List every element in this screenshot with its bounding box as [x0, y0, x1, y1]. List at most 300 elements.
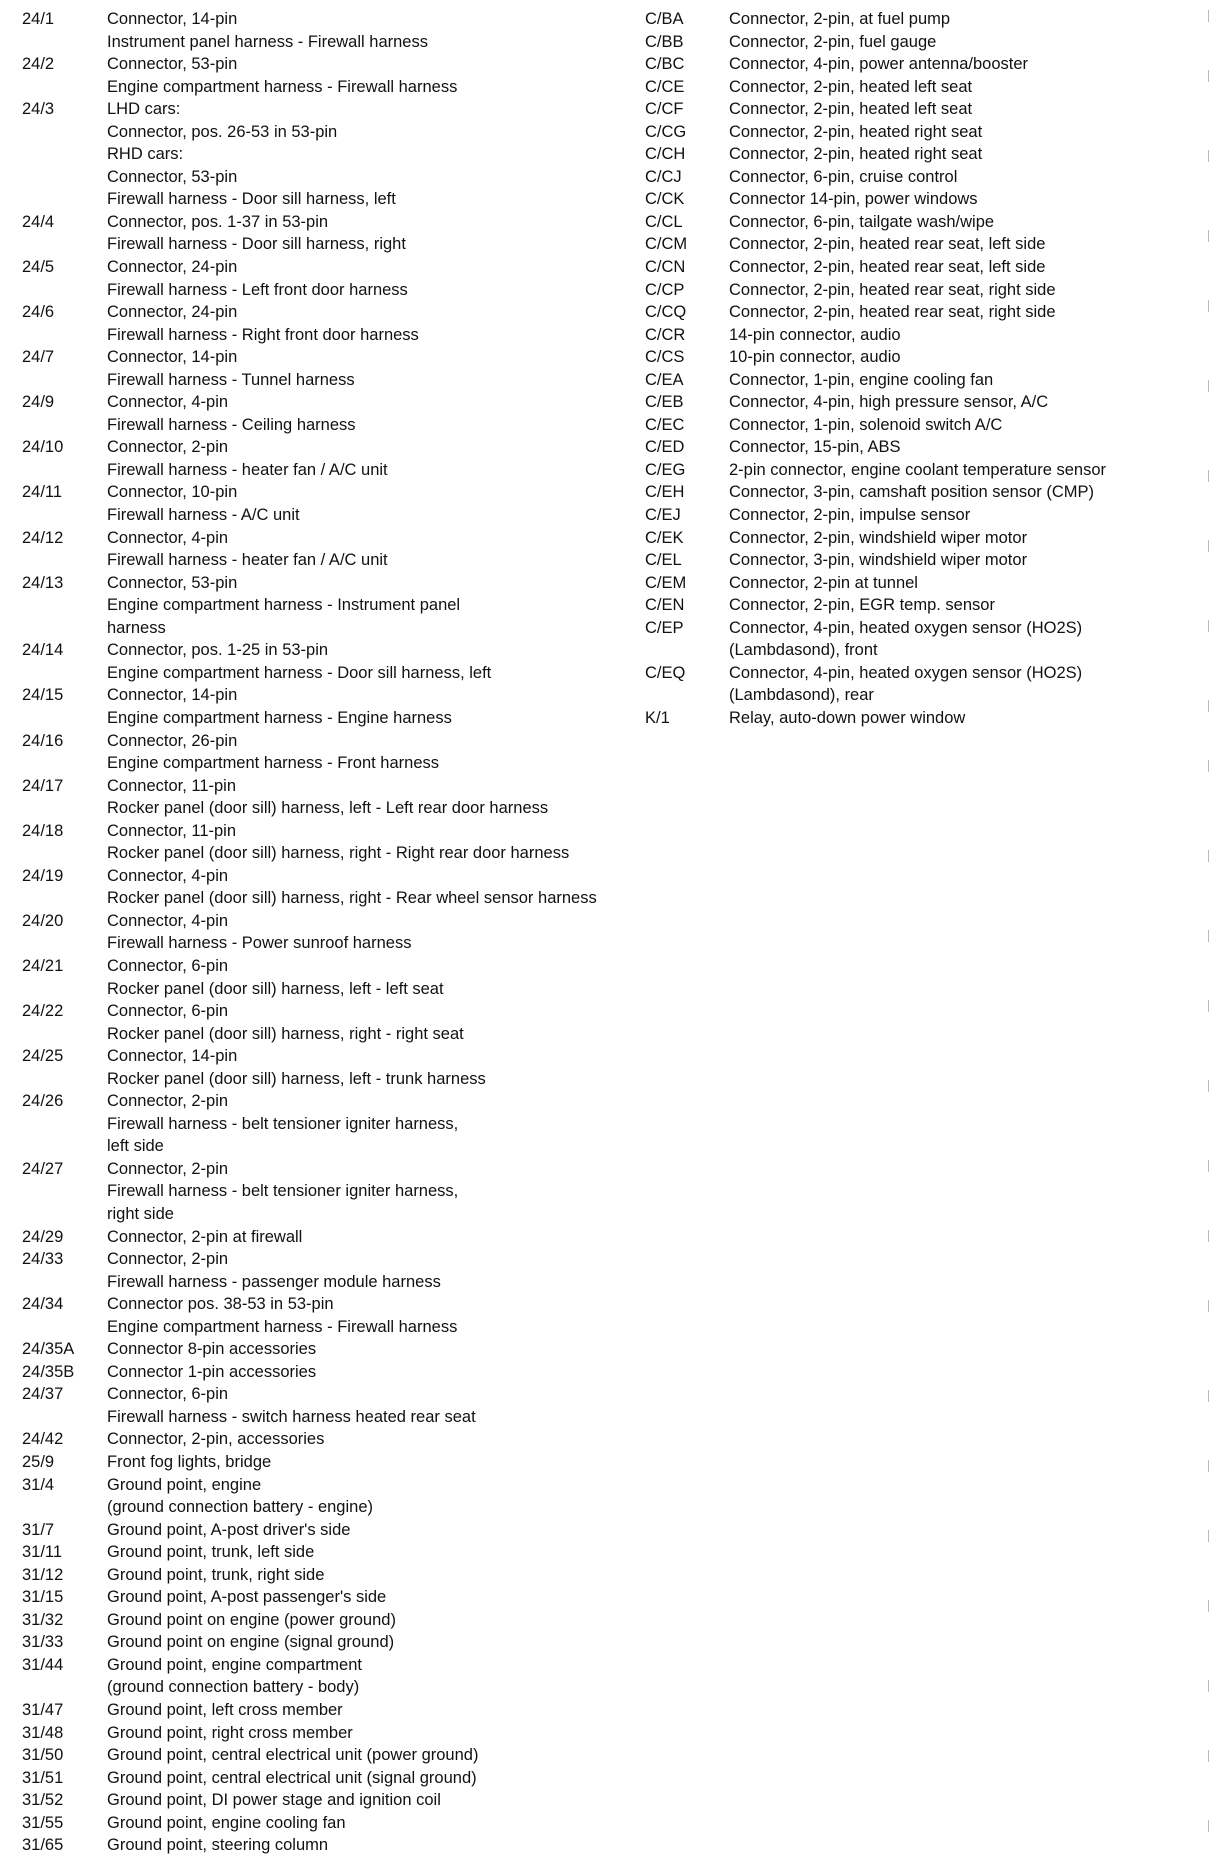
component-entry [22, 436, 742, 481]
component-code: 24/29 [22, 1227, 64, 1246]
component-entry [22, 1834, 742, 1857]
description-line: LHD cars: [107, 100, 181, 119]
description-line: Ground point, left cross member [107, 1701, 343, 1720]
description-line: left side [107, 1137, 164, 1156]
component-code: 24/33 [22, 1250, 64, 1269]
description-line: Ground point, engine [107, 1475, 262, 1494]
component-entry [22, 527, 742, 572]
scan-mark [1208, 70, 1209, 82]
component-entry [645, 166, 1205, 189]
description-line: Rocker panel (door sill) harness, right - Rear wheel sensor harness [107, 889, 597, 908]
description-line: Connector, 2-pin, impulse sensor [729, 506, 971, 525]
component-description [107, 1338, 742, 1361]
component-entry [645, 436, 1205, 459]
component-entry [22, 1631, 742, 1654]
component-entry [22, 1451, 742, 1474]
scan-mark [1208, 1230, 1209, 1242]
description-line: Connector pos. 38-53 in 53-pin [107, 1295, 334, 1314]
description-line: Connector, 4-pin [107, 393, 229, 412]
component-code: 24/2 [22, 55, 55, 74]
description-line: Connector 14-pin, power windows [729, 190, 978, 209]
component-description [729, 211, 1205, 234]
description-line: Connector, 26-pin [107, 731, 238, 750]
description-line: Connector, 53-pin [107, 573, 238, 592]
description-line: Ground point, central electrical unit (signal ground) [107, 1768, 477, 1787]
component-entry [22, 1158, 742, 1226]
description-line: Firewall harness - Door sill harness, left [107, 190, 396, 209]
component-description [107, 1564, 742, 1587]
component-entry [22, 730, 742, 775]
component-entry [22, 8, 742, 53]
component-description [107, 1361, 742, 1384]
component-description [107, 1293, 742, 1338]
component-description [107, 1767, 742, 1790]
component-description [107, 775, 742, 820]
component-code: C/ED [645, 438, 685, 457]
component-description [107, 1045, 742, 1090]
component-description [729, 572, 1205, 595]
scan-mark [1208, 700, 1209, 712]
description-line: Firewall harness - Left front door harness [107, 280, 408, 299]
component-description [729, 279, 1205, 302]
component-description [729, 369, 1205, 392]
component-description [729, 662, 1205, 707]
description-line: Connector 1-pin accessories [107, 1362, 317, 1381]
component-code: C/CF [645, 100, 684, 119]
component-code: 24/10 [22, 438, 64, 457]
description-line: Connector, 10-pin [107, 483, 238, 502]
component-entry [645, 188, 1205, 211]
description-line: Relay, auto-down power window [729, 708, 966, 727]
description-line: 14-pin connector, audio [729, 325, 901, 344]
scan-mark [1208, 1160, 1209, 1172]
description-line: Connector, 14-pin [107, 10, 238, 28]
description-line: Firewall harness - belt tensioner igniter harness, [107, 1114, 459, 1133]
description-line: 10-pin connector, audio [729, 348, 901, 367]
component-code: C/EN [645, 596, 685, 615]
component-code: 31/11 [22, 1543, 63, 1562]
component-code: 24/18 [22, 821, 64, 840]
component-entry [22, 1609, 742, 1632]
component-code: 24/37 [22, 1385, 64, 1404]
component-code: 31/52 [22, 1791, 64, 1810]
component-description [729, 346, 1205, 369]
component-description [729, 53, 1205, 76]
description-line: Connector, 2-pin, EGR temp. sensor [729, 596, 995, 615]
component-entry [22, 98, 742, 211]
description-line: Connector, 1-pin, engine cooling fan [729, 370, 994, 389]
component-description [729, 617, 1205, 662]
component-entry [645, 662, 1205, 707]
component-code: 24/34 [22, 1295, 64, 1314]
component-entry [22, 1789, 742, 1812]
component-entry [645, 324, 1205, 347]
description-line: Firewall harness - heater fan / A/C unit [107, 460, 388, 479]
component-entry [22, 211, 742, 256]
scan-mark [1208, 1820, 1209, 1832]
description-line: Connector, 2-pin, heated right seat [729, 145, 983, 164]
component-code: 24/14 [22, 641, 64, 660]
component-description [729, 76, 1205, 99]
description-line: Connector, 2-pin [107, 1092, 229, 1111]
component-entry [645, 414, 1205, 437]
description-line: Connector, 6-pin, tailgate wash/wipe [729, 212, 995, 231]
scan-mark [1208, 760, 1209, 772]
description-line: Firewall harness - Ceiling harness [107, 415, 356, 434]
component-description [107, 1834, 742, 1857]
scan-mark [1208, 470, 1209, 482]
description-line: (ground connection battery - engine) [107, 1498, 373, 1517]
component-code: C/CM [645, 235, 688, 254]
component-code: C/EC [645, 415, 685, 434]
component-entry [645, 527, 1205, 550]
component-code: C/EM [645, 573, 687, 592]
component-description [107, 1428, 742, 1451]
component-description [107, 1586, 742, 1609]
component-description [107, 1158, 742, 1226]
description-line: Rocker panel (door sill) harness, right - Right rear door harness [107, 844, 570, 863]
component-code: 31/50 [22, 1746, 64, 1765]
description-line: Rocker panel (door sill) harness, left - left seat [107, 979, 444, 998]
component-code: 24/35A [22, 1340, 75, 1359]
component-code: 25/9 [22, 1453, 55, 1471]
component-description [107, 1654, 742, 1699]
component-code: C/EJ [645, 506, 681, 525]
scan-mark [1208, 620, 1209, 632]
component-description [107, 1631, 742, 1654]
component-description [729, 391, 1205, 414]
component-description [729, 8, 1205, 31]
component-code: 24/26 [22, 1092, 64, 1111]
component-description [107, 1541, 742, 1564]
component-code: 24/15 [22, 686, 64, 705]
component-entry [22, 775, 742, 820]
component-entry [22, 1090, 742, 1158]
component-code: 24/16 [22, 731, 64, 750]
component-description [107, 1609, 742, 1632]
component-entry [645, 8, 1205, 31]
description-line: Rocker panel (door sill) harness, left - trunk harness [107, 1069, 486, 1088]
component-entry [645, 233, 1205, 256]
component-code: C/CL [645, 212, 683, 231]
component-code: 31/47 [22, 1701, 64, 1720]
description-line: Connector, 3-pin, windshield wiper motor [729, 551, 1028, 570]
component-code: 24/4 [22, 212, 55, 231]
component-description [729, 324, 1205, 347]
component-description [107, 1090, 742, 1158]
component-entry [22, 1586, 742, 1609]
component-code: 24/19 [22, 866, 64, 885]
component-code: 31/15 [22, 1588, 64, 1607]
description-line: (Lambdasond), front [729, 641, 878, 660]
component-description [729, 121, 1205, 144]
description-line: Connector, 53-pin [107, 167, 238, 186]
description-line: Firewall harness - passenger module harness [107, 1272, 441, 1291]
component-entry [22, 1744, 742, 1767]
component-description [107, 910, 742, 955]
scan-mark [1208, 380, 1209, 392]
component-description [729, 459, 1205, 482]
description-line: Connector, pos. 1-25 in 53-pin [107, 641, 329, 660]
description-line: Connector, 6-pin [107, 956, 229, 975]
component-entry [22, 1293, 742, 1338]
description-line: Connector, pos. 1-37 in 53-pin [107, 212, 329, 231]
component-entry [645, 256, 1205, 279]
description-line: Firewall harness - heater fan / A/C unit [107, 551, 388, 570]
component-description [729, 549, 1205, 572]
description-line: Rocker panel (door sill) harness, left - Left rear door harness [107, 799, 549, 818]
description-line: Ground point, A-post driver's side [107, 1520, 351, 1539]
component-entry [22, 1000, 742, 1045]
description-line: Connector, 4-pin, heated oxygen sensor (HO2S) [729, 618, 1083, 637]
component-code: 24/7 [22, 348, 55, 367]
component-entry [22, 1045, 742, 1090]
component-description [729, 143, 1205, 166]
component-entry [645, 481, 1205, 504]
description-line: Connector, 2-pin, heated right seat [729, 122, 983, 141]
description-line: Ground point on engine (power ground) [107, 1610, 396, 1629]
description-line: Connector, 24-pin [107, 303, 238, 322]
component-code: 24/22 [22, 1002, 64, 1021]
description-line: Connector, 2-pin, heated rear seat, left side [729, 258, 1046, 277]
scan-mark [1208, 300, 1209, 312]
component-code: 31/48 [22, 1723, 64, 1742]
component-entry [22, 1428, 742, 1451]
component-code: 24/20 [22, 911, 64, 930]
component-code: 31/51 [22, 1768, 64, 1787]
component-description [729, 527, 1205, 550]
component-entry [645, 572, 1205, 595]
scan-mark [1208, 230, 1209, 242]
component-code: C/EA [645, 370, 684, 389]
description-line: (ground connection battery - body) [107, 1678, 360, 1697]
component-code: 24/21 [22, 956, 64, 975]
component-code: C/BC [645, 55, 685, 74]
component-code: 24/17 [22, 776, 64, 795]
description-line: Firewall harness - A/C unit [107, 506, 300, 525]
component-code: 31/4 [22, 1475, 55, 1494]
component-code: 24/5 [22, 258, 55, 277]
description-line: Connector, 1-pin, solenoid switch A/C [729, 415, 1003, 434]
scan-mark [1208, 930, 1209, 942]
component-code: C/EG [645, 460, 686, 479]
component-code: C/EL [645, 551, 682, 570]
component-entry [22, 572, 742, 640]
component-code: 24/6 [22, 303, 55, 322]
description-line: Connector, 2-pin, heated left seat [729, 77, 973, 96]
component-description [107, 1519, 742, 1542]
component-entry [645, 707, 1205, 730]
description-line: Connector, 4-pin, heated oxygen sensor (HO2S) [729, 663, 1083, 682]
description-line: Connector, 14-pin [107, 1047, 238, 1066]
scan-mark [1208, 850, 1209, 862]
component-description [729, 301, 1205, 324]
component-code: C/CQ [645, 303, 687, 322]
description-line: Front fog lights, bridge [107, 1453, 272, 1471]
component-entry [22, 1654, 742, 1699]
component-code: 24/13 [22, 573, 64, 592]
left-column [22, 8, 742, 1857]
component-entry [645, 549, 1205, 572]
component-code: C/EH [645, 483, 685, 502]
component-code: 24/12 [22, 528, 64, 547]
component-entry [22, 1699, 742, 1722]
description-line: Connector, 2-pin, windshield wiper motor [729, 528, 1028, 547]
component-code: 31/32 [22, 1610, 64, 1629]
scan-mark [1208, 1000, 1209, 1012]
component-entry [22, 684, 742, 729]
component-entry [22, 1338, 742, 1361]
component-code: C/CK [645, 190, 685, 209]
component-entry [645, 594, 1205, 617]
component-description [729, 504, 1205, 527]
component-entry [22, 1474, 742, 1519]
description-line: Connector, 3-pin, camshaft position sensor (CMP) [729, 483, 1094, 502]
scan-mark [1208, 1300, 1209, 1312]
component-code: 24/1 [22, 10, 55, 28]
component-description [729, 594, 1205, 617]
description-line: Connector, 2-pin, accessories [107, 1430, 325, 1449]
description-line: Connector, 4-pin, high pressure sensor, A/C [729, 393, 1049, 412]
description-line: Connector, 2-pin, fuel gauge [729, 32, 937, 51]
description-line: Connector, 2-pin [107, 1159, 229, 1178]
component-code: C/CR [645, 325, 686, 344]
component-description [107, 820, 742, 865]
description-line: Firewall harness - belt tensioner igniter harness, [107, 1182, 459, 1201]
component-description [107, 730, 742, 775]
scan-mark [1208, 1680, 1209, 1692]
description-line: Connector, 2-pin, heated rear seat, left side [729, 235, 1046, 254]
component-code: 24/42 [22, 1430, 64, 1449]
component-description [107, 1248, 742, 1293]
component-code: 24/3 [22, 100, 55, 119]
component-description [107, 1383, 742, 1428]
description-line: Connector, 53-pin [107, 55, 238, 74]
component-code: C/CG [645, 122, 687, 141]
description-line: Ground point, engine cooling fan [107, 1813, 346, 1832]
component-entry [22, 256, 742, 301]
description-line: Connector, 2-pin [107, 1250, 229, 1269]
component-entry [645, 617, 1205, 662]
description-line: Connector, 6-pin, cruise control [729, 167, 958, 186]
component-entry [22, 910, 742, 955]
component-description [107, 1226, 742, 1249]
description-line: Ground point, trunk, left side [107, 1543, 315, 1562]
component-entry [645, 346, 1205, 369]
component-entry [22, 481, 742, 526]
component-code: 31/55 [22, 1813, 64, 1832]
description-line: Firewall harness - Door sill harness, right [107, 235, 406, 254]
description-line: Connector, 15-pin, ABS [729, 438, 901, 457]
component-description [107, 955, 742, 1000]
scan-mark [1208, 1460, 1209, 1472]
component-description [729, 233, 1205, 256]
scan-mark [1208, 150, 1209, 162]
description-line: Engine compartment harness - Firewall harness [107, 77, 458, 96]
component-entry [22, 1812, 742, 1835]
component-code: C/BA [645, 10, 684, 28]
description-line: Connector, pos. 26-53 in 53-pin [107, 122, 338, 141]
description-line: Connector, 2-pin, at fuel pump [729, 10, 951, 28]
description-line: Connector, 4-pin [107, 866, 229, 885]
description-line: Engine compartment harness - Instrument panel [107, 596, 461, 615]
scan-mark [1208, 1080, 1209, 1092]
description-line: right side [107, 1204, 174, 1223]
description-line: Ground point, steering column [107, 1836, 329, 1855]
scan-mark [1208, 1530, 1209, 1542]
component-entry [22, 1361, 742, 1384]
description-line: Firewall harness - Power sunroof harness [107, 934, 412, 953]
component-description [729, 436, 1205, 459]
component-code: 31/65 [22, 1836, 64, 1855]
description-line: Rocker panel (door sill) harness, right - right seat [107, 1024, 464, 1043]
component-entry [645, 31, 1205, 54]
description-line: Connector, 6-pin [107, 1385, 229, 1404]
component-code: 24/35B [22, 1362, 75, 1381]
component-description [107, 865, 742, 910]
component-entry [645, 391, 1205, 414]
description-line: Firewall harness - Right front door harness [107, 325, 419, 344]
component-description [107, 1474, 742, 1519]
component-entry [22, 1248, 742, 1293]
component-entry [645, 53, 1205, 76]
description-line: Connector, 11-pin [107, 821, 237, 840]
description-line: Connector, 4-pin [107, 528, 229, 547]
description-line: Engine compartment harness - Firewall harness [107, 1317, 458, 1336]
description-line: Ground point, right cross member [107, 1723, 353, 1742]
component-entry [645, 143, 1205, 166]
scan-mark [1208, 10, 1209, 22]
description-line: (Lambdasond), rear [729, 686, 874, 705]
component-entry [645, 76, 1205, 99]
right-column [645, 8, 1205, 730]
component-description [729, 481, 1205, 504]
component-code: C/EB [645, 393, 684, 412]
scan-mark [1208, 1600, 1209, 1612]
description-line: Connector, 2-pin, heated left seat [729, 100, 973, 119]
component-entry [22, 955, 742, 1000]
component-entry [645, 301, 1205, 324]
component-description [107, 1744, 742, 1767]
component-code: C/EP [645, 618, 684, 637]
component-entry [22, 1564, 742, 1587]
description-line: Engine compartment harness - Front harness [107, 754, 439, 773]
description-line: Connector, 2-pin, heated rear seat, right side [729, 303, 1056, 322]
component-entry [645, 459, 1205, 482]
description-line: Connector, 11-pin [107, 776, 237, 795]
description-line: Connector, 14-pin [107, 348, 238, 367]
description-line: Ground point on engine (signal ground) [107, 1633, 395, 1652]
description-line: Connector, 2-pin [107, 438, 229, 457]
description-line: Ground point, A-post passenger's side [107, 1588, 387, 1607]
description-line: Firewall harness - switch harness heated rear seat [107, 1407, 476, 1426]
component-entry [22, 391, 742, 436]
component-entry [645, 121, 1205, 144]
component-code: 31/12 [22, 1565, 64, 1584]
description-line: Firewall harness - Tunnel harness [107, 370, 355, 389]
component-description [107, 1451, 742, 1474]
component-code: C/CE [645, 77, 685, 96]
component-description [107, 1722, 742, 1745]
description-line: Engine compartment harness - Engine harness [107, 708, 452, 727]
component-description [107, 1699, 742, 1722]
page-edge-marks [1208, 0, 1212, 1868]
scan-mark [1208, 1390, 1209, 1402]
component-entry [22, 639, 742, 684]
component-code: C/CS [645, 348, 685, 367]
description-line: Connector, 6-pin [107, 1002, 229, 1021]
component-entry [22, 820, 742, 865]
